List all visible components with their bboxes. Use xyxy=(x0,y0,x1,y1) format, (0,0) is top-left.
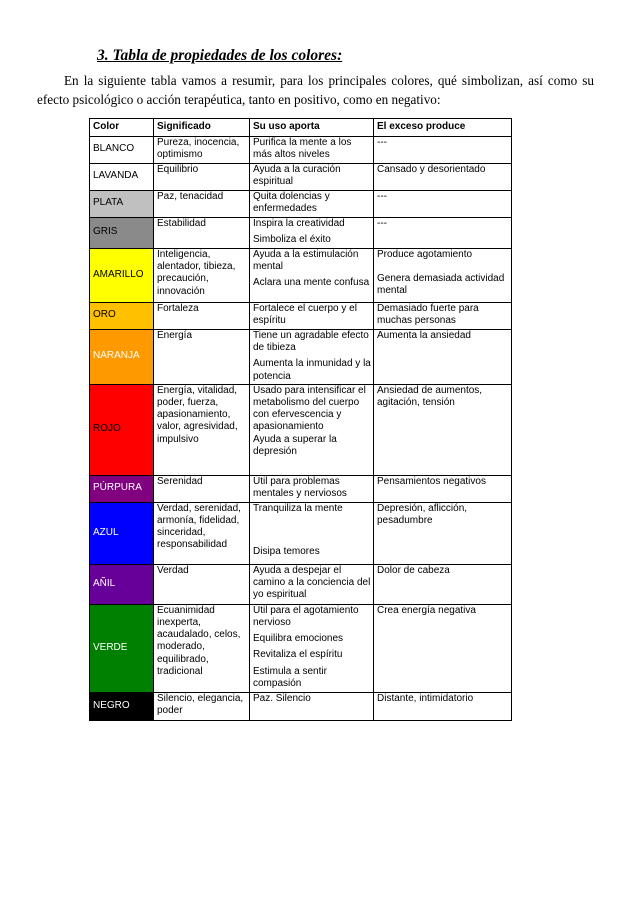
exceso-cell xyxy=(374,502,512,564)
significado-cell xyxy=(154,137,250,164)
color-name: VERDE xyxy=(93,641,128,653)
table-row xyxy=(90,384,512,475)
cell-text: Silencio, elegancia, poder xyxy=(157,692,244,717)
cell-text: --- xyxy=(377,137,387,148)
cell-text: --- xyxy=(377,218,387,229)
color-name: AMARILLO xyxy=(93,268,144,280)
color-cell xyxy=(90,564,154,604)
color-properties-table xyxy=(89,118,512,721)
aporta-cell xyxy=(250,604,374,692)
cell-text: Revitaliza el espíritu xyxy=(253,649,343,661)
color-cell xyxy=(90,164,154,191)
cell-text: Purifica la mente a los más altos niveles xyxy=(253,137,352,161)
aporta-cell xyxy=(250,692,374,720)
color-cell xyxy=(90,384,154,475)
table-row xyxy=(90,303,512,330)
cell-text: Distante, intimidatorio xyxy=(377,692,474,704)
color-name: LAVANDA xyxy=(93,170,139,182)
exceso-cell xyxy=(374,604,512,692)
color-cell xyxy=(90,502,154,564)
cell-text: Útil para el agotamiento nervioso xyxy=(253,604,359,629)
significado-cell xyxy=(154,164,250,191)
exceso-cell xyxy=(374,164,512,191)
color-cell xyxy=(90,191,154,218)
color-name: ROJO xyxy=(93,423,121,435)
cell-text: Crea energía negativa xyxy=(377,604,476,616)
cell-text: Cansado y desorientado xyxy=(377,164,486,175)
cell-text: Fortaleza xyxy=(157,303,199,314)
table-row xyxy=(90,475,512,502)
significado-cell xyxy=(154,218,250,249)
color-cell xyxy=(90,475,154,502)
cell-text: Produce agotamiento xyxy=(377,249,473,260)
cell-text: Inspira la creatividad xyxy=(253,218,345,229)
cell-text: Verdad, serenidad, armonía, fidelidad, sinceridad, responsabilidad xyxy=(157,502,241,551)
cell-text: --- xyxy=(377,191,387,202)
table-row xyxy=(90,249,512,303)
cell-text: Fortalece el cuerpo y el espíritu xyxy=(253,303,357,327)
color-name: PLATA xyxy=(93,197,124,209)
cell-text: Estabilidad xyxy=(157,218,206,229)
cell-text: Disipa temores xyxy=(253,546,320,558)
color-cell xyxy=(90,303,154,330)
aporta-cell xyxy=(250,564,374,604)
color-name: AZUL xyxy=(93,526,119,538)
table-row xyxy=(90,330,512,385)
color-name: BLANCO xyxy=(93,143,135,155)
aporta-cell xyxy=(250,384,374,475)
significado-cell xyxy=(154,330,250,385)
color-cell xyxy=(90,692,154,720)
cell-text: Verdad xyxy=(157,564,189,576)
table-row xyxy=(90,164,512,191)
cell-text: Ayuda a la estimulación mental xyxy=(253,249,359,273)
section-heading: 3. Tabla de propiedades de los colores: xyxy=(97,47,343,64)
color-cell xyxy=(90,249,154,303)
table-row xyxy=(90,564,512,604)
color-name: NARANJA xyxy=(93,350,140,362)
cell-text: Aclara una mente confusa xyxy=(253,277,370,289)
table-row xyxy=(90,137,512,164)
exceso-cell xyxy=(374,330,512,385)
color-name: NEGRO xyxy=(93,699,130,711)
aporta-cell xyxy=(250,137,374,164)
exceso-cell xyxy=(374,564,512,604)
cell-text: Paz, tenacidad xyxy=(157,191,224,202)
exceso-cell xyxy=(374,384,512,475)
header-color: Color xyxy=(90,119,154,137)
significado-cell xyxy=(154,191,250,218)
color-cell xyxy=(90,330,154,385)
significado-cell xyxy=(154,604,250,692)
cell-text: Usado para intensificar el metabolismo del cuerpo con efervescencia y apasionamiento xyxy=(253,384,366,433)
aporta-cell xyxy=(250,164,374,191)
significado-cell xyxy=(154,502,250,564)
significado-cell xyxy=(154,249,250,303)
cell-text: Ecuanimidad inexperta, acaudalado, celos, moderado, equilibrado, tradicional xyxy=(157,604,241,677)
cell-text: Tiene un agradable efecto de tibieza xyxy=(253,330,369,354)
cell-text: Ayuda a despejar el camino a la conciencia del yo espiritual xyxy=(253,564,371,601)
color-name: ORO xyxy=(93,309,116,321)
cell-text: Aumenta la inmunidad y la potencia xyxy=(253,358,371,382)
aporta-cell xyxy=(250,303,374,330)
cell-text: Pensamientos negativos xyxy=(377,475,486,487)
aporta-cell xyxy=(250,249,374,303)
cell-text: Simboliza el éxito xyxy=(253,234,331,246)
cell-text: Genera demasiada actividad mental xyxy=(377,273,505,297)
cell-text: Quita dolencias y enfermedades xyxy=(253,191,330,215)
table-row xyxy=(90,502,512,564)
significado-cell xyxy=(154,564,250,604)
cell-text: Aumenta la ansiedad xyxy=(377,330,471,341)
color-cell xyxy=(90,218,154,249)
header-exceso: El exceso produce xyxy=(374,119,512,137)
cell-text: Tranquiliza la mente xyxy=(253,502,343,514)
aporta-cell xyxy=(250,330,374,385)
exceso-cell xyxy=(374,191,512,218)
cell-text: Inteligencia, alentador, tibieza, precaución, innovación xyxy=(157,249,236,297)
aporta-cell xyxy=(250,218,374,249)
cell-text: Paz. Silencio xyxy=(253,692,311,704)
header-significado: Significado xyxy=(154,119,250,137)
cell-text: Ayuda a superar la depresión xyxy=(253,433,337,457)
exceso-cell xyxy=(374,249,512,303)
cell-text: Equilibrio xyxy=(157,164,199,175)
table-row xyxy=(90,191,512,218)
cell-text: Demasiado fuerte para muchas personas xyxy=(377,303,479,327)
intro-paragraph: En la siguiente tabla vamos a resumir, para los principales colores, qué simbolizan, así como su efecto psicológico o acción terapéutica, tanto en positivo, como en negativo: xyxy=(37,73,594,107)
significado-cell xyxy=(154,303,250,330)
table-row xyxy=(90,692,512,720)
cell-text: Ayuda a la curación espiritual xyxy=(253,164,341,188)
table-header-row xyxy=(90,119,512,137)
cell-text: Depresión, aflicción, pesadumbre xyxy=(377,502,468,527)
cell-text: Energía, vitalidad, poder, fuerza, apasionamiento, valor, agresividad, impulsivo xyxy=(157,384,238,445)
cell-text: Ansiedad de aumentos, agitación, tensión xyxy=(377,384,483,409)
cell-text: Equilibra emociones xyxy=(253,633,344,645)
cell-text: Pureza, inocencia, optimismo xyxy=(157,137,240,161)
table-row xyxy=(90,604,512,692)
color-name: GRIS xyxy=(93,226,118,238)
table-row xyxy=(90,218,512,249)
cell-text: Dolor de cabeza xyxy=(377,564,450,576)
color-name: PÚRPURA xyxy=(93,482,142,494)
exceso-cell xyxy=(374,475,512,502)
exceso-cell xyxy=(374,692,512,720)
color-cell xyxy=(90,137,154,164)
color-name: AÑIL xyxy=(93,577,116,589)
cell-text: Energía xyxy=(157,330,193,341)
exceso-cell xyxy=(374,303,512,330)
significado-cell xyxy=(154,475,250,502)
significado-cell xyxy=(154,692,250,720)
aporta-cell xyxy=(250,191,374,218)
aporta-cell xyxy=(250,502,374,564)
cell-text: Estimula a sentir compasión xyxy=(253,665,327,689)
exceso-cell xyxy=(374,218,512,249)
aporta-cell xyxy=(250,475,374,502)
significado-cell xyxy=(154,384,250,475)
cell-text: Serenidad xyxy=(157,475,203,487)
cell-text: Útil para problemas mentales y nerviosos xyxy=(253,475,347,500)
color-cell xyxy=(90,604,154,692)
header-aporta: Su uso aporta xyxy=(250,119,374,137)
exceso-cell xyxy=(374,137,512,164)
